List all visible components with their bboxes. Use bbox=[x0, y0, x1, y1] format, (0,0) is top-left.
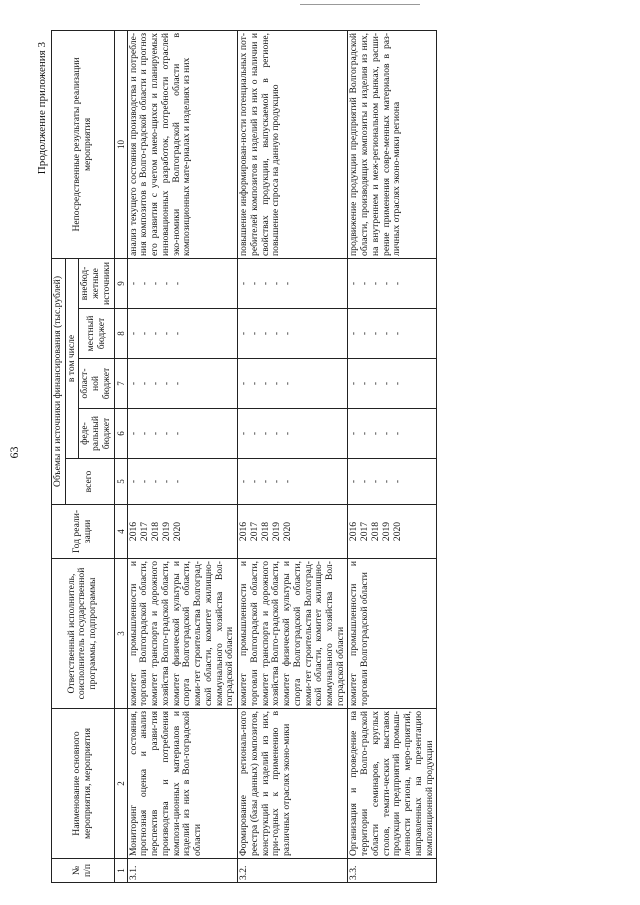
dash-value: - bbox=[359, 431, 371, 436]
dash-value: - bbox=[149, 331, 161, 336]
table-row bbox=[238, 30, 348, 882]
year-value: 2016 bbox=[127, 521, 139, 542]
dash-value: - bbox=[359, 381, 371, 386]
dash-value: - bbox=[348, 431, 360, 436]
total-cell bbox=[348, 459, 437, 505]
dash-value: - bbox=[282, 431, 294, 436]
dash-value: - bbox=[392, 281, 404, 286]
federal-cell bbox=[238, 409, 348, 459]
col-number: 10 bbox=[114, 30, 127, 258]
header-local: местный бюджет bbox=[79, 309, 114, 359]
year-value: 2017 bbox=[249, 521, 261, 542]
header-incl: в том числе bbox=[65, 258, 79, 458]
dash-value: - bbox=[149, 281, 161, 286]
col-number: 7 bbox=[114, 359, 127, 409]
header-results: Непосредственные результаты реализации мероприятия bbox=[52, 30, 115, 258]
dash-value: - bbox=[260, 281, 272, 286]
dash-value: - bbox=[348, 331, 360, 336]
local-cell bbox=[238, 309, 348, 359]
dash-value: - bbox=[271, 479, 283, 484]
dash-value: - bbox=[271, 431, 283, 436]
dash-value: - bbox=[249, 381, 261, 386]
header-num: № п/п bbox=[52, 859, 115, 883]
header-name: Наименование основного мероприятия, мероприятия bbox=[52, 709, 115, 859]
measure-name: Мониторинг состояния, прогнозная оценка и анализ перспектив разви-тия производства и потребления компози-ционных материалов и изделий из них в Вол-гоградской области bbox=[127, 709, 237, 859]
dash-value: - bbox=[160, 381, 172, 386]
row-number: 3.3. bbox=[348, 859, 437, 883]
dash-value: - bbox=[249, 281, 261, 286]
header-executor: Ответственный исполнитель, соисполнитель государственной программы, подпрограммы bbox=[52, 559, 115, 709]
header-total: всего bbox=[65, 459, 114, 505]
col-number: 3 bbox=[114, 559, 127, 709]
dash-value: - bbox=[359, 479, 371, 484]
dash-value: - bbox=[160, 479, 172, 484]
dash-value: - bbox=[138, 281, 150, 286]
continuation-label: Продолжение приложения 3 bbox=[36, 42, 48, 175]
regional-cell bbox=[348, 359, 437, 409]
dash-value: - bbox=[127, 479, 139, 484]
year-value: 2019 bbox=[160, 521, 172, 542]
row-number: 3.2. bbox=[238, 859, 348, 883]
table-row bbox=[348, 30, 437, 882]
header-year: Год реали-зации bbox=[52, 505, 115, 559]
year-value: 2018 bbox=[370, 521, 382, 542]
result-text: продвижение продукции предприятий Волгоградской области, производящих композиты и изделия из них, на внутреннем и меж-региональном рынках, расши-рение применения совре-менных материалов в раз-личных отраслях эконо-мики региона bbox=[348, 30, 437, 258]
years-cell bbox=[238, 505, 348, 559]
years-cell bbox=[127, 505, 237, 559]
dash-value: - bbox=[238, 331, 250, 336]
dash-value: - bbox=[149, 431, 161, 436]
dash-value: - bbox=[160, 331, 172, 336]
dash-value: - bbox=[392, 479, 404, 484]
dash-value: - bbox=[127, 331, 139, 336]
header-regional: област-ной бюджет bbox=[79, 359, 114, 409]
dash-value: - bbox=[348, 381, 360, 386]
dash-value: - bbox=[138, 381, 150, 386]
row-number: 3.1. bbox=[127, 859, 237, 883]
extra-cell bbox=[348, 258, 437, 308]
year-value: 2020 bbox=[282, 521, 294, 542]
dash-value: - bbox=[381, 281, 393, 286]
year-value: 2016 bbox=[238, 521, 250, 542]
federal-cell bbox=[348, 409, 437, 459]
year-value: 2017 bbox=[138, 521, 150, 542]
dash-value: - bbox=[381, 431, 393, 436]
dash-value: - bbox=[381, 331, 393, 336]
year-value: 2018 bbox=[149, 521, 161, 542]
dash-value: - bbox=[271, 381, 283, 386]
dash-value: - bbox=[348, 281, 360, 286]
dash-value: - bbox=[282, 331, 294, 336]
local-cell bbox=[348, 309, 437, 359]
col-number: 1 bbox=[114, 859, 127, 883]
dash-value: - bbox=[138, 479, 150, 484]
extra-cell bbox=[127, 258, 237, 308]
dash-value: - bbox=[282, 479, 294, 484]
dash-value: - bbox=[238, 381, 250, 386]
dash-value: - bbox=[370, 381, 382, 386]
total-cell bbox=[238, 459, 348, 505]
measure-name: Формирование региональ-ного реестра (базы данных) композитов, конструкций и изделий из них, при-годных к применению в различных отраслях эконо-мики bbox=[238, 709, 348, 859]
dash-value: - bbox=[127, 381, 139, 386]
dash-value: - bbox=[260, 431, 272, 436]
federal-cell bbox=[127, 409, 237, 459]
dash-value: - bbox=[359, 281, 371, 286]
local-cell bbox=[127, 309, 237, 359]
dash-value: - bbox=[171, 431, 183, 436]
dash-value: - bbox=[271, 281, 283, 286]
year-value: 2020 bbox=[171, 521, 183, 542]
dash-value: - bbox=[127, 431, 139, 436]
dash-value: - bbox=[282, 281, 294, 286]
years-cell bbox=[348, 505, 437, 559]
dash-value: - bbox=[370, 281, 382, 286]
executor: комитет промышленности и торговли Волгоградской области, комитет транспорта и дорожного хозяйства Волго-градской области, комитет физической культуры и спорта Волгоградской области, коми-тет строительства Волгоград-ской области, комитет жилищно-коммунального хозяйства Вол-гоградской области bbox=[127, 559, 237, 709]
year-value: 2018 bbox=[260, 521, 272, 542]
measure-name: Организация и проведение на территории Волго-градской области семинаров, круглых столов, темати-ческих выставок продукции предприятий промыш-ленности региона, меро-приятий, направленных на презентацию композиционной продукции bbox=[348, 709, 437, 859]
program-table bbox=[51, 30, 437, 883]
dash-value: - bbox=[171, 479, 183, 484]
col-number: 6 bbox=[114, 409, 127, 459]
dash-value: - bbox=[249, 431, 261, 436]
col-number: 5 bbox=[114, 459, 127, 505]
col-number: 8 bbox=[114, 309, 127, 359]
col-number: 2 bbox=[114, 709, 127, 859]
dash-value: - bbox=[249, 331, 261, 336]
col-number: 9 bbox=[114, 258, 127, 308]
dash-value: - bbox=[370, 431, 382, 436]
result-text: анализ текущего состояния производства и потребле-ния композитов в Волго-градской области и прогноз его развития с учетом имею-щихся и планируемых инновационных разработок, потребности отраслей эко-номики Волгоградской области в композиционных мате-риалах и изделиях из них bbox=[127, 30, 237, 258]
dash-value: - bbox=[370, 331, 382, 336]
dash-value: - bbox=[392, 331, 404, 336]
total-cell bbox=[127, 459, 237, 505]
regional-cell bbox=[127, 359, 237, 409]
dash-value: - bbox=[171, 331, 183, 336]
table-body bbox=[127, 30, 437, 882]
regional-cell bbox=[238, 359, 348, 409]
dash-value: - bbox=[171, 281, 183, 286]
dash-value: - bbox=[171, 381, 183, 386]
dash-value: - bbox=[149, 381, 161, 386]
page-number: 63 bbox=[7, 446, 21, 459]
dash-value: - bbox=[260, 331, 272, 336]
extra-cell bbox=[238, 258, 348, 308]
dash-value: - bbox=[160, 281, 172, 286]
dash-value: - bbox=[138, 431, 150, 436]
dash-value: - bbox=[381, 381, 393, 386]
dash-value: - bbox=[260, 479, 272, 484]
col-number: 4 bbox=[114, 505, 127, 559]
dash-value: - bbox=[370, 479, 382, 484]
dash-value: - bbox=[282, 381, 294, 386]
dash-value: - bbox=[127, 281, 139, 286]
dash-value: - bbox=[249, 479, 261, 484]
dash-value: - bbox=[392, 381, 404, 386]
table-row bbox=[127, 30, 237, 882]
executor: комитет промышленности и торговли Волгоградской области, комитет транспорта и дорожного хозяйства Волго-градской области, комитет физической культуры и спорта Волгоградской области, коми-тет строительства Волгоград-ской области, комитет жилищно-коммунального хозяйства Вол-гоградской области bbox=[238, 559, 348, 709]
dash-value: - bbox=[238, 281, 250, 286]
dash-value: - bbox=[138, 331, 150, 336]
year-value: 2016 bbox=[348, 521, 360, 542]
dash-value: - bbox=[392, 431, 404, 436]
year-value: 2019 bbox=[271, 521, 283, 542]
dash-value: - bbox=[149, 479, 161, 484]
dash-value: - bbox=[238, 479, 250, 484]
dash-value: - bbox=[260, 381, 272, 386]
dash-value: - bbox=[348, 479, 360, 484]
column-number-row bbox=[114, 30, 127, 882]
header-funding: Объемы и источники финансирования (тыс.рублей) bbox=[52, 258, 66, 504]
dash-value: - bbox=[271, 331, 283, 336]
dash-value: - bbox=[359, 331, 371, 336]
dash-value: - bbox=[160, 431, 172, 436]
header-extra: внебюд-жетные источники bbox=[79, 258, 114, 308]
header-federal: феде-ральный бюджет bbox=[79, 409, 114, 459]
dash-value: - bbox=[381, 479, 393, 484]
year-value: 2019 bbox=[381, 521, 393, 542]
result-text: повышение информирован-ности потенциальных пот-ребителей композитов и изделий из них о наличии и свойствах продукции, выпускаемой в регионе, повышение спроса на данную продукцию bbox=[238, 30, 348, 258]
dash-value: - bbox=[238, 431, 250, 436]
executor: комитет промышленности и торговли Волгоградской области bbox=[348, 559, 437, 709]
year-value: 2017 bbox=[359, 521, 371, 542]
year-value: 2020 bbox=[392, 521, 404, 542]
